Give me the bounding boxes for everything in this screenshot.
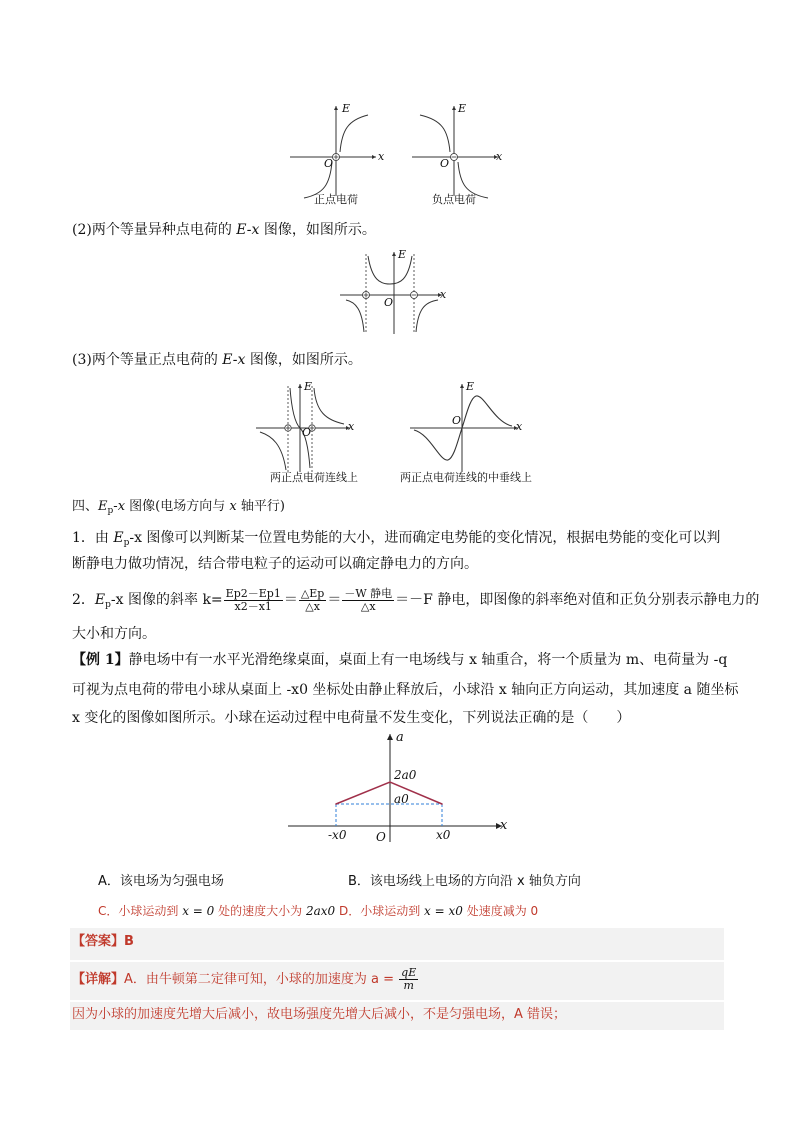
acceleration-series-line <box>336 782 442 804</box>
positive-charge-graph <box>290 106 376 198</box>
acceleration-chart-svg <box>284 730 514 845</box>
example-tag: 【例 1】 <box>72 652 129 668</box>
option-b: B．该电场线上电场的方向沿 x 轴负方向 <box>348 874 581 889</box>
left-caption-two-positive: 两正点电荷连线上 <box>270 471 358 484</box>
origin-label-3: O <box>384 296 394 309</box>
section4-prefix: 四、 <box>72 499 99 514</box>
figure-dipole <box>338 250 448 336</box>
axis-e-label-4: E <box>304 380 313 393</box>
frac3-den: △x <box>360 599 376 613</box>
slope-fraction-1 <box>224 588 283 613</box>
frac1-den: x2－x1 <box>234 599 272 613</box>
section4-var: E <box>98 499 108 514</box>
axis-x-label-2: x <box>496 150 503 163</box>
option-c-d <box>98 901 538 921</box>
origin-label-2: O <box>440 157 450 170</box>
detail-line-1 <box>72 966 419 994</box>
para3-var: E-x <box>222 352 246 368</box>
negative-charge-caption: 负点电荷 <box>432 193 476 206</box>
axis-e-label-5: E <box>466 380 475 393</box>
example-1-line-2: 可视为点电荷的带电小球从桌面上 -x0 坐标处由静止释放后，小球沿 x 轴向正方向运动，其加速度 a 随坐标 <box>72 682 739 698</box>
axis-x-label-4: x <box>348 420 355 433</box>
section4-var2: x <box>117 499 126 514</box>
origin-label-5: O <box>452 414 462 427</box>
para2-var: E-x <box>236 222 260 238</box>
axis-x-label-1: x <box>378 150 385 163</box>
axis-e-label-2: E <box>458 102 467 115</box>
two-positive-graphs <box>254 380 534 480</box>
detail-fraction <box>399 967 418 992</box>
detail-label: 【详解】 <box>72 972 125 987</box>
chart-ytick-a0: a0 <box>394 792 409 806</box>
item1-ep-sub: p <box>123 538 130 548</box>
data-point-0 <box>335 803 337 805</box>
item-2-line-1: 2．$E_p-x$ 图像的斜率 k= $\frac{Ep2-Ep1}{x2-x1}$ ＝ $\frac{\triangle Ep}{\triangle x}$ ＝ $\frac{\text{－W 静电}}{\triangle x}$ ＝－F 静电，即图像的斜率绝对值和正负分别表示静电力的 <box>72 586 760 613</box>
para3-prefix: (3)两个等量正点电荷的 <box>72 352 223 368</box>
section4-sub: p <box>107 506 114 516</box>
data-point-1 <box>389 781 391 783</box>
item1-prefix: 1．由 <box>72 530 114 546</box>
slope-fraction-2 <box>299 588 327 613</box>
axis-x-label-5: x <box>516 420 523 433</box>
chart-xtick-x0: x0 <box>436 828 451 842</box>
option-c-mid2: 处的速度大小为 <box>214 904 306 918</box>
data-point-2 <box>441 803 443 805</box>
section4-suffix: 图像(电场方向与 <box>125 499 230 514</box>
item-2-line-2: 大小和方向。 <box>72 626 156 642</box>
section4-var3: x <box>229 499 237 514</box>
detail-frac-num: qE <box>401 966 417 979</box>
example-line1: 静电场中有一水平光滑绝缘桌面，桌面上有一电场线与 x 轴重合，将一个质量为 m、电荷量为 -q <box>128 652 728 668</box>
section-4-heading <box>72 497 285 521</box>
answer-box <box>70 928 724 960</box>
chart-ytick-2a0: 2a0 <box>394 768 417 782</box>
detail-frac-den: m <box>403 979 414 992</box>
item2-rest: -x 图像的斜率 k= <box>110 592 223 608</box>
option-c-mid: x = 0 <box>182 904 215 918</box>
frac3-num: －W 静电 <box>344 586 393 600</box>
axis-e-label-3: E <box>398 248 407 261</box>
option-a: A．该电场为匀强电场 <box>98 874 224 889</box>
item-1-line-2: 断静电力做功情况，结合带电粒子的运动可以确定静电力的方向。 <box>72 556 478 572</box>
chart-xtick-neg-x0: -x0 <box>328 828 347 842</box>
para2-suffix: 图像，如图所示。 <box>259 222 376 238</box>
section4-mid: - <box>113 499 118 514</box>
y-axis-arrow <box>387 734 393 740</box>
option-c-prefix: C．小球运动到 <box>98 904 183 918</box>
option-c-val: 2ax0 <box>305 904 336 918</box>
detail-line-2: 因为小球的加速度先增大后减小，故电场强度先增大后减小，不是匀强电场，A 错误； <box>72 1007 567 1022</box>
frac2-den: △x <box>305 599 320 613</box>
positive-charge-caption: 正点电荷 <box>314 193 358 206</box>
origin-label-4: O <box>302 426 312 439</box>
chart-xlabel: x <box>500 818 508 833</box>
origin-label-1: O <box>324 157 334 170</box>
chart-ylabel: a <box>396 730 404 745</box>
dipole-graph <box>338 250 448 336</box>
item-1-line-1 <box>72 528 720 553</box>
item2-ep-sub: p <box>105 600 111 610</box>
item2-ep-var: E <box>94 592 106 608</box>
answer-label: 【答案】B <box>72 934 134 949</box>
item2-tail: ＝－F 静电，即图像的斜率绝对值和正负分别表示静电力的 <box>395 592 760 608</box>
section4-suffix2: 轴平行) <box>236 499 285 514</box>
example-1-line-3: x 变化的图像如图所示。小球在运动过程中电荷量不发生变化，下列说法正确的是（ ） <box>72 710 631 726</box>
paragraph-2 <box>72 220 376 240</box>
example-1-line-1 <box>72 650 727 670</box>
option-d-suffix: 处速度减为 0 <box>462 904 539 918</box>
right-caption-two-positive: 两正点电荷连线的中垂线上 <box>400 471 532 484</box>
axis-x-label-3: x <box>440 288 447 301</box>
option-d-prefix: D．小球运动到 <box>335 904 425 918</box>
para3-suffix: 图像，如图所示。 <box>245 352 362 368</box>
item1-ep-var: E <box>113 530 124 546</box>
acceleration-chart <box>284 730 514 845</box>
negative-charge-graph <box>412 106 498 198</box>
frac2-num: △Ep <box>300 586 325 600</box>
frac1-num: Ep2－Ep1 <box>225 586 281 600</box>
paragraph-3 <box>72 350 362 370</box>
option-d-mid: x = x0 <box>424 904 463 918</box>
item1-line1-rest: -x 图像可以判断某一位置电势能的大小，进而确定电势能的变化情况，根据电势能的变化可以判 <box>129 530 721 546</box>
detail-text: A．由牛顿第二定律可知，小球的加速度为 a = <box>124 972 399 987</box>
axis-e-label-1: E <box>342 102 351 115</box>
slope-fraction-3 <box>342 588 394 613</box>
chart-xtick-origin: O <box>376 830 386 844</box>
item2-prefix: 2． <box>72 592 95 608</box>
para2-prefix: (2)两个等量异种点电荷的 <box>72 222 237 238</box>
perpendicular-bisector-graph <box>410 384 518 472</box>
